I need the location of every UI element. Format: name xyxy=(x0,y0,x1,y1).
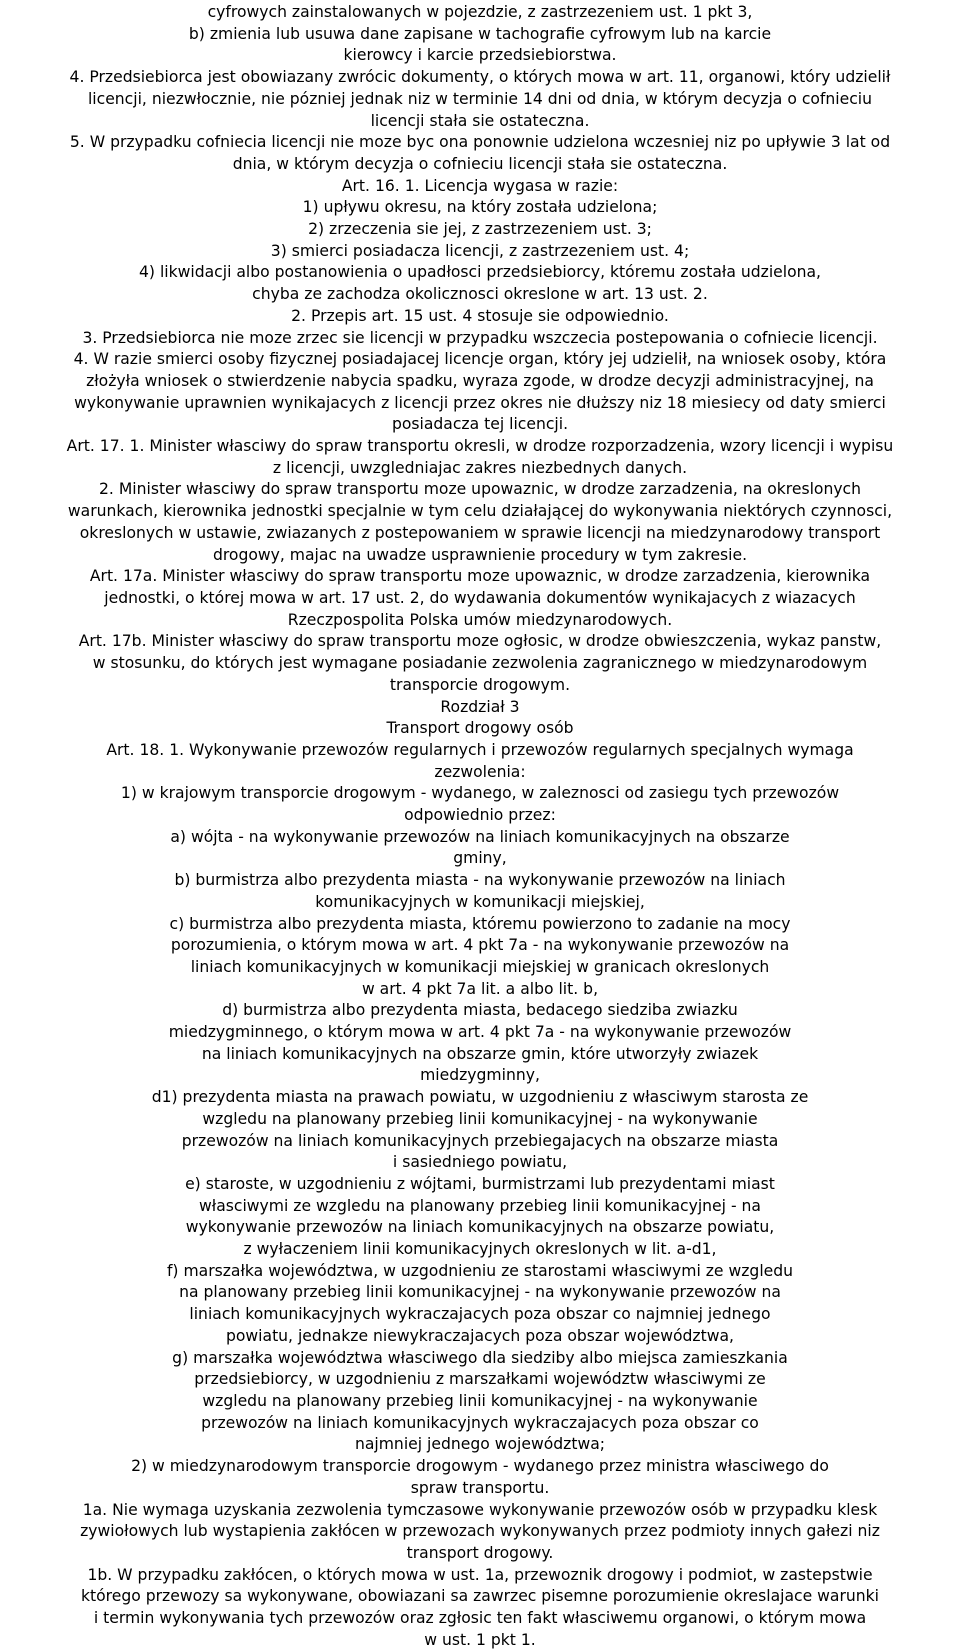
text-line: 5. W przypadku cofniecia licencji nie moze byc ona ponownie udzielona wczesniej niz po upływie 3 lat od xyxy=(69,133,891,152)
text-line: komunikacyjnych w komunikacji miejskiej, xyxy=(315,892,645,911)
text-line: miedzygminnego, o którym mowa w art. 4 pkt 7a - na wykonywanie przewozów xyxy=(168,1023,792,1042)
text-line: złożyła wniosek o stwierdzenie nabycia spadku, wyraza zgode, w drodze decyzji administracyjnej, na xyxy=(86,371,874,390)
text-line: c) burmistrza albo prezydenta miasta, któremu powierzono to zadanie na mocy xyxy=(169,914,791,933)
article-heading-line: Art. 16. 1. Licencja wygasa w razie: xyxy=(341,176,619,195)
text-line: d) burmistrza albo prezydenta miasta, bedacego siedziba zwiazku xyxy=(222,1001,738,1020)
text-line: własciwymi ze wzgledu na planowany przebieg linii komunikacyjnej - na xyxy=(199,1196,761,1215)
text-line: w ust. 1 pkt 1. xyxy=(424,1630,536,1649)
text-line: zezwolenia: xyxy=(434,762,526,781)
text-line: przewozów na liniach komunikacyjnych przebiegajacych na obszarze miasta xyxy=(181,1131,779,1150)
text-line: liniach komunikacyjnych wykraczajacych poza obszar co najmniej jednego xyxy=(189,1305,771,1324)
text-line: e) staroste, w uzgodnieniu z wójtami, burmistrzami lub prezydentami miast xyxy=(185,1174,775,1193)
article-heading-line: Art. 17b. Minister własciwy do spraw transportu moze ogłosic, w drodze obwieszczenia, wykaz panstw, xyxy=(78,632,882,651)
text-line: warunkach, kierownika jednostki specjalnie w tym celu działającej do wykonywania niektórych czynnosci, xyxy=(67,502,893,521)
text-line: kierowcy i karcie przedsiebiorstwa. xyxy=(343,46,617,65)
text-line: zywiołowych lub wystapienia zakłócen w przewozach wykonywanych przez podmioty innych gałezi niz xyxy=(80,1522,880,1541)
chapter-number: Rozdział 3 xyxy=(440,697,520,716)
text-line: 4. W razie smierci osoby fizycznej posiadajacej licencje organ, który jej udzielił, na wniosek osoby, która xyxy=(73,350,887,369)
text-line: i sasiedniego powiatu, xyxy=(392,1153,568,1172)
text-line: 4. Przedsiebiorca jest obowiazany zwrócic dokumenty, o których mowa w art. 11, organowi, który udzielił xyxy=(69,68,891,87)
text-line: posiadacza tej licencji. xyxy=(391,415,569,434)
text-line: na liniach komunikacyjnych na obszarze gmin, które utworzyły zwiazek xyxy=(201,1044,759,1063)
text-line: przedsiebiorcy, w uzgodnieniu z marszałkami województw własciwymi ze xyxy=(194,1370,766,1389)
text-line: wykonywanie przewozów na liniach komunikacyjnych na obszarze powiatu, xyxy=(185,1218,775,1237)
text-line: licencji stała sie ostateczna. xyxy=(370,111,590,130)
text-line: powiatu, jednakze niewykraczajacych poza obszar województwa, xyxy=(225,1326,734,1345)
text-line: w art. 4 pkt 7a lit. a albo lit. b, xyxy=(361,979,599,998)
text-line: a) wójta - na wykonywanie przewozów na liniach komunikacyjnych na obszarze xyxy=(170,827,790,846)
text-line: 2) w miedzynarodowym transporcie drogowym - wydanego przez ministra własciwego do xyxy=(131,1457,829,1476)
text-line: dnia, w którym decyzja o cofnieciu licencji stała sie ostateczna. xyxy=(232,154,728,173)
text-line: wykonywanie uprawnien wynikajacych z licencji przez okres nie dłuższy niz 18 miesiecy od daty smierci xyxy=(74,393,886,412)
text-line: cyfrowych zainstalowanych w pojezdzie, z zastrzezeniem ust. 1 pkt 3, xyxy=(207,3,753,21)
chapter-title: Transport drogowy osób xyxy=(386,719,574,738)
text-line: z licencji, uwzgledniajac zakres niezbednych danych. xyxy=(272,458,688,477)
text-line: transporcie drogowym. xyxy=(389,675,571,694)
text-line: 1) upływu okresu, na który została udzielona; xyxy=(302,198,658,217)
text-line: przewozów na liniach komunikacyjnych wykraczajacych poza obszar co xyxy=(201,1413,759,1432)
text-line: na planowany przebieg linii komunikacyjnej - na wykonywanie przewozów na xyxy=(179,1283,781,1302)
text-line: wzgledu na planowany przebieg linii komunikacyjnej - na wykonywanie xyxy=(202,1109,758,1128)
text-line: chyba ze zachodza okolicznosci okreslone w art. 13 ust. 2. xyxy=(252,285,708,304)
text-line: i termin wykonywania tych przewozów oraz zgłosic ten fakt własciwemu organowi, o którym mowa xyxy=(93,1609,867,1628)
text-line: g) marszałka województwa własciwego dla siedziby albo miejsca zamieszkania xyxy=(172,1348,788,1367)
text-line: odpowiednio przez: xyxy=(404,806,556,825)
text-line: drogowy, majac na uwadze usprawnienie procedury w tym zakresie. xyxy=(212,545,748,564)
text-line: liniach komunikacyjnych w komunikacji miejskiej w granicach okreslonych xyxy=(190,957,770,976)
text-line: porozumienia, o którym mowa w art. 4 pkt 7a - na wykonywanie przewozów na xyxy=(170,936,790,955)
text-line: 2. Przepis art. 15 ust. 4 stosuje sie odpowiednio. xyxy=(291,306,669,325)
text-line: w stosunku, do których jest wymagane posiadanie zezwolenia zagranicznego w miedzynarodowym xyxy=(92,654,868,673)
text-line: 3) smierci posiadacza licencji, z zastrzezeniem ust. 4; xyxy=(270,241,690,260)
text-line: f) marszałka województwa, w uzgodnieniu ze starostami własciwymi ze wzgledu xyxy=(166,1261,794,1280)
text-line: transport drogowy. xyxy=(406,1543,554,1562)
text-line: d1) prezydenta miasta na prawach powiatu, w uzgodnieniu z własciwym starosta ze xyxy=(151,1088,809,1107)
text-line: b) burmistrza albo prezydenta miasta - na wykonywanie przewozów na liniach xyxy=(174,871,786,890)
text-line: 1a. Nie wymaga uzyskania zezwolenia tymczasowe wykonywanie przewozów osób w przypadku klesk xyxy=(82,1500,878,1519)
text-line: 1b. W przypadku zakłócen, o których mowa w ust. 1a, przewoznik drogowy i podmiot, w zastepstwie xyxy=(87,1565,873,1584)
article-heading-line: Art. 17a. Minister własciwy do spraw transportu moze upowaznic, w drodze zarzadzenia, kierownika xyxy=(89,567,871,586)
text-line: 2) zrzeczenia sie jej, z zastrzezeniem ust. 3; xyxy=(308,220,652,239)
text-line: okreslonych w ustawie, zwiazanych z postepowaniem w sprawie licencji na miedzynarodowy transport xyxy=(79,523,881,542)
text-line: b) zmienia lub usuwa dane zapisane w tachografie cyfrowym lub na karcie xyxy=(188,24,772,43)
text-line: Rzeczpospolita Polska umów miedzynarodowych. xyxy=(287,610,673,629)
text-line: gminy, xyxy=(453,849,507,868)
text-line: z wyłaczeniem linii komunikacyjnych okreslonych w lit. a-d1, xyxy=(243,1240,717,1259)
text-line: miedzygminny, xyxy=(420,1066,540,1085)
text-line: którego przewozy sa wykonywane, obowiazani sa zawrzec pisemne porozumienie okreslajace warunki xyxy=(80,1587,879,1606)
text-line: wzgledu na planowany przebieg linii komunikacyjnej - na wykonywanie xyxy=(202,1392,758,1410)
text-line: spraw transportu. xyxy=(410,1478,550,1497)
text-line: 3. Przedsiebiorca nie moze zrzec sie licencji w przypadku wszczecia postepowania o cofniecie licencji. xyxy=(82,328,878,347)
text-line: licencji, niezwłocznie, nie pózniej jednak niz w terminie 14 dni od dnia, w którym decyzja o cofnieciu xyxy=(87,89,873,108)
article-heading-line: Art. 18. 1. Wykonywanie przewozów regularnych i przewozów regularnych specjalnych wymaga xyxy=(106,740,854,759)
text-line: 1) w krajowym transporcie drogowym - wydanego, w zaleznosci od zasiegu tych przewozów xyxy=(120,784,840,803)
text-line: jednostki, o której mowa w art. 17 ust. 2, do wydawania dokumentów wynikajacych z wiazacych xyxy=(104,588,856,607)
text-line: najmniej jednego województwa; xyxy=(354,1435,606,1454)
text-line: 4) likwidacji albo postanowienia o upadłosci przedsiebiorcy, któremu została udzielona, xyxy=(138,263,822,282)
text-line: 2. Minister własciwy do spraw transportu moze upowaznic, w drodze zarzadzenia, na okreslonych xyxy=(98,480,862,499)
article-heading-line: Art. 17. 1. Minister własciwy do spraw transportu okresli, w drodze rozporzadzenia, wzory licencji i wypisu xyxy=(66,437,894,456)
